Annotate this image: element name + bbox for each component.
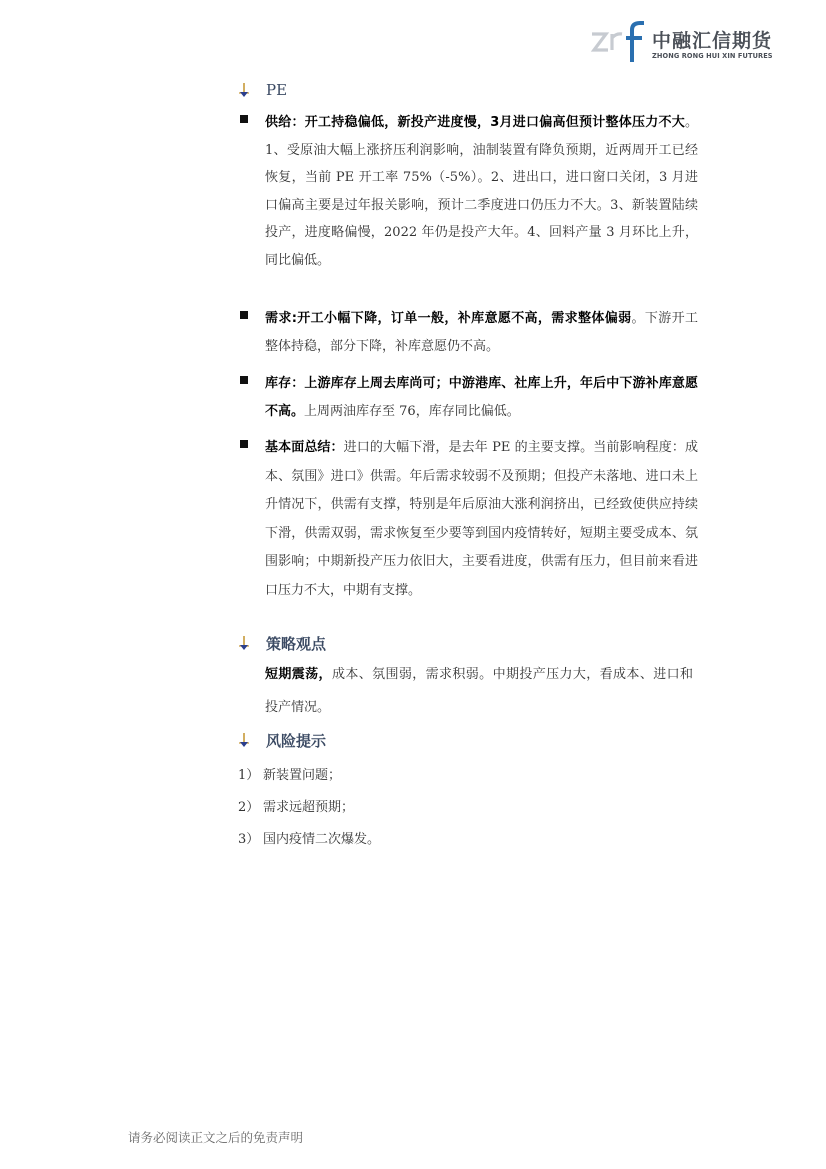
bullet-item-summary: [238, 434, 698, 606]
down-arrow-icon: [238, 732, 250, 748]
square-bullet-icon: [240, 376, 248, 384]
supply-lead: 供给：开工持稳偏低，新投产进度慢，3月进口偏高但预计整体压力不大: [265, 115, 685, 130]
risk-item: [238, 828, 380, 847]
inventory-lead: 库存：上游库存上周去库尚可；中游港库、社库上升，年后中下游补库意愿不高。: [265, 376, 698, 419]
square-bullet-icon: [240, 440, 248, 448]
bullet-item-supply: [238, 109, 698, 275]
zrf-logo-icon: [588, 20, 648, 64]
heading-text: 风险提示: [266, 731, 327, 750]
disclaimer-footer: 请务必阅读正文之后的免责声明: [128, 1130, 304, 1145]
supply-body: 。1、受原油大幅上涨挤压利润影响，油制装置有降负预期，近两周开工已经恢复，当前 PE 开工率 75%（-5%）。2、进出口，进口窗口关闭，3 月进口偏高主要是过年报关影响，预计二季度进口仍压力不大。3、新装置陆续投产，进度略偏慢，2022 年仍是投产大年。4、回料产量 3 月环比上升，同比偏低。: [265, 115, 698, 268]
square-bullet-icon: [240, 115, 248, 123]
company-logo: [588, 20, 778, 64]
heading-text: PE: [266, 81, 288, 99]
strategy-paragraph: [265, 658, 693, 724]
heading-text: 策略观点: [266, 634, 327, 653]
risk-number: 1）: [238, 768, 260, 783]
down-arrow-icon: [238, 635, 250, 651]
summary-lead: 基本面总结：: [265, 440, 344, 455]
bullet-item-demand: [238, 305, 698, 360]
inventory-body: 上周两油库存至 76，库存同比偏低。: [304, 403, 520, 419]
risk-text: 需求远超预期；: [263, 800, 355, 815]
summary-body: 进口的大幅下滑，是去年 PE 的主要支撑。当前影响程度：成本、氛围》进口》供需。年后需求较弱不及预期；但投产未落地、进口未上升情况下，供需有支撑，特别是年后原油大涨利润挤出，已经致使供应持续下滑，供需双弱，需求恢复至少要等到国内疫情转好，短期主要受成本、氛围影响；中期新投产压力依旧大，主要看进度，供需有压力，但目前来看进口压力不大，中期有支撑。: [265, 440, 698, 598]
down-arrow-icon: [238, 82, 250, 98]
strategy-lead: 短期震荡，: [265, 667, 332, 682]
section-heading-pe: [238, 78, 287, 102]
section-heading-strategy: [238, 631, 326, 655]
logo-chinese-name: 中融汇信期货: [652, 30, 773, 52]
logo-english-name: ZHONG RONG HUI XIN FUTURES: [652, 52, 773, 60]
risk-text: 国内疫情二次爆发。: [263, 832, 381, 847]
risk-number: 3）: [238, 832, 260, 847]
section-heading-risk: [238, 728, 326, 752]
risk-item: [238, 764, 341, 783]
strategy-body: 成本、氛围弱，需求积弱。中期投产压力大，看成本、进口和投产情况。: [265, 667, 693, 715]
risk-number: 2）: [238, 800, 260, 815]
demand-lead: 需求:开工小幅下降，订单一般，补库意愿不高，需求整体偏弱: [265, 311, 632, 326]
demand-body: 。下游开工整体持稳，部分下降，补库意愿仍不高。: [265, 311, 698, 354]
bullet-item-inventory: [238, 370, 698, 425]
risk-text: 新装置问题；: [263, 768, 342, 783]
square-bullet-icon: [240, 311, 248, 319]
risk-item: [238, 796, 354, 815]
